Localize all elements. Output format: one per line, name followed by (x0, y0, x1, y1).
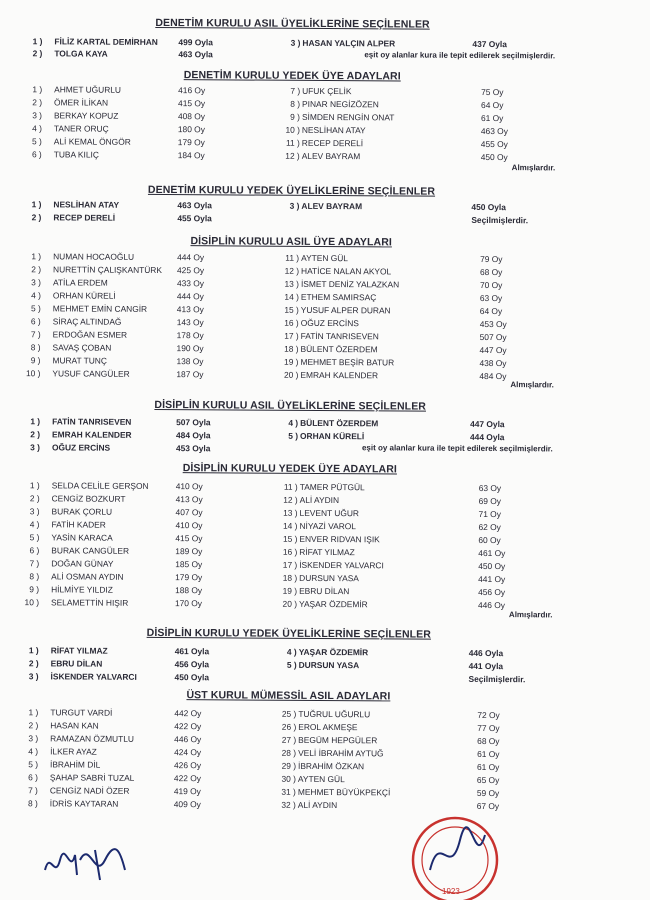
vote-count: 409 Oy (174, 799, 201, 809)
section-note: Almışlardır. (510, 380, 554, 389)
vote-count: 450 Oyla (175, 672, 210, 682)
vote-count: 416 Oy (178, 85, 205, 95)
candidate-name: MURAT TUNÇ (52, 355, 106, 365)
entry-number: 13 ) (270, 508, 298, 518)
list-row (0, 798, 648, 815)
candidate-name: BURAK CANGÜLER (51, 545, 129, 555)
candidate-name: HATİCE NALAN AKYOL (301, 266, 391, 277)
vote-count: 75 Oy (481, 87, 503, 97)
candidate-name: NURETTİN ÇALIŞKANTÜRK (53, 264, 162, 275)
candidate-name: TURGUT VARDİ (50, 707, 112, 717)
candidate-name: RİFAT YILMAZ (299, 547, 354, 557)
vote-count: 442 Oy (174, 708, 201, 718)
candidate-name: YAŞAR ÖZDEMİR (299, 647, 369, 657)
vote-count: 447 Oyla (470, 419, 505, 429)
candidate-name: İSKENDER YALVARCI (51, 671, 137, 682)
entry-number: 5 ) (13, 303, 41, 313)
candidate-name: LEVENT UĞUR (300, 508, 359, 518)
candidate-name: ORHAN KÜRELİ (300, 431, 364, 441)
vote-count: 419 Oy (174, 786, 201, 796)
candidate-name: UFUK ÇELİK (302, 86, 351, 96)
vote-count: 64 Oy (480, 306, 502, 316)
entry-number: 9 ) (272, 112, 300, 122)
vote-count: 415 Oy (178, 98, 205, 108)
vote-count: 61 Oy (477, 762, 499, 772)
candidate-name: FATİH KADER (51, 519, 105, 529)
list-row (1, 212, 650, 229)
entry-number: 4 ) (14, 123, 42, 133)
vote-count: 77 Oy (477, 723, 499, 733)
candidate-name: İDRİS KAYTARAN (50, 798, 119, 808)
entry-number: 8 ) (11, 571, 39, 581)
vote-count: 60 Oy (478, 535, 500, 545)
candidate-name: ATİLA ERDEM (53, 277, 108, 287)
candidate-name: BÜLENT ÖZERDEM (301, 344, 378, 354)
vote-count: 65 Oy (477, 775, 499, 785)
official-stamp (400, 810, 510, 900)
candidate-name: EMRAH KALENDER (300, 370, 378, 380)
vote-count: 68 Oy (480, 267, 502, 277)
vote-count: 425 Oy (177, 265, 204, 275)
candidate-name: BEGÜM HEPGÜLER (298, 735, 377, 745)
candidate-name: RECEP DERELİ (302, 138, 363, 148)
candidate-name: HASAN YALÇIN ALPER (302, 38, 395, 49)
candidate-name: ALİ OSMAN AYDIN (51, 571, 124, 581)
entry-number: 2 ) (10, 720, 38, 730)
candidate-name: TUĞRUL UĞURLU (298, 709, 370, 719)
entry-number: 17 ) (269, 560, 297, 570)
candidate-name: YASİN KARACA (51, 532, 112, 542)
candidate-name: HASAN KAN (50, 720, 98, 730)
candidate-name: NİYAZİ VAROL (299, 521, 356, 531)
vote-count: 413 Oy (176, 494, 203, 504)
candidate-name: ENVER RIDVAN IŞIK (299, 534, 379, 544)
entry-number: 9 ) (12, 355, 40, 365)
vote-count: 450 Oy (478, 561, 505, 571)
entry-number: 3 ) (12, 506, 40, 516)
entry-number: 29 ) (268, 761, 296, 771)
entry-number: 20 ) (269, 599, 297, 609)
entry-number: 5 ) (270, 431, 298, 441)
candidate-name: DURSUN YASA (299, 660, 360, 670)
vote-count: 70 Oy (480, 280, 502, 290)
entry-number: 14 ) (271, 292, 299, 302)
entry-number: 10 ) (12, 368, 40, 378)
candidate-name: EROL AKMEŞE (298, 722, 357, 732)
candidate-name: İBRAHİM DİL (50, 759, 100, 769)
candidate-name: TANER ORUÇ (54, 123, 109, 133)
entry-number: 7 ) (10, 785, 38, 795)
entry-number: 1 ) (11, 645, 39, 655)
entry-number: 5 ) (11, 532, 39, 542)
vote-count: 463 Oy (481, 126, 508, 136)
entry-number: 31 ) (268, 787, 296, 797)
vote-count: 450 Oy (481, 152, 508, 162)
candidate-name: YUSUF CANGÜLER (52, 368, 129, 378)
section-note: Almışlardır. (512, 163, 556, 172)
entry-number: 11 ) (272, 138, 300, 148)
candidate-name: EMRAH KALENDER (52, 429, 132, 439)
vote-count: 446 Oy (174, 734, 201, 744)
entry-number: 27 ) (268, 735, 296, 745)
candidate-name: YAŞAR ÖZDEMİR (299, 599, 368, 609)
entry-number: 1 ) (13, 199, 41, 209)
entry-number: 1 ) (10, 707, 38, 717)
entry-number: 3 ) (11, 671, 39, 681)
entry-number: 4 ) (269, 647, 297, 657)
vote-count: 410 Oy (176, 481, 203, 491)
candidate-name: RAMAZAN ÖZMUTLU (50, 733, 134, 744)
vote-count: 178 Oy (177, 330, 204, 340)
entry-number: 5 ) (269, 660, 297, 670)
entry-number: 1 ) (12, 480, 40, 490)
entry-number: 6 ) (14, 149, 42, 159)
entry-number: 3 ) (272, 38, 300, 48)
entry-number: 11 ) (270, 482, 298, 492)
list-row (0, 671, 649, 688)
vote-count: 422 Oy (174, 721, 201, 731)
vote-count: 453 Oyla (176, 443, 211, 453)
section-title: DENETİM KURULU ASIL ÜYELİKLERİNE SEÇİLENLER (3, 16, 583, 32)
vote-count: 463 Oyla (178, 49, 213, 59)
entry-number: 3 ) (13, 277, 41, 287)
vote-count: 407 Oy (176, 507, 203, 517)
candidate-name: FİLİZ KARTAL DEMİRHAN (54, 36, 157, 47)
candidate-name: TAMER PÜTGÜL (300, 482, 365, 492)
signature (35, 830, 155, 890)
candidate-name: VELİ İBRAHİM AYTUĞ (298, 748, 384, 759)
candidate-name: NESLİHAN ATAY (302, 125, 366, 135)
vote-count: 63 Oy (480, 293, 502, 303)
vote-count: 433 Oy (177, 278, 204, 288)
entry-number: 1 ) (12, 416, 40, 426)
candidate-name: HİLMİYE YILDIZ (51, 584, 113, 594)
candidate-name: YUSUF ALPER DURAN (301, 305, 391, 316)
entry-number: 11 ) (271, 253, 299, 263)
candidate-name: SELAMETTİN HIŞIR (51, 597, 128, 607)
candidate-name: ETHEM SAMIRSAÇ (301, 292, 376, 302)
entry-number: 3 ) (271, 201, 299, 211)
section-title: DENETİM KURULU YEDEK ÜYE ADAYLARI (2, 68, 582, 84)
vote-count: 456 Oy (478, 587, 505, 597)
vote-count: 484 Oyla (176, 430, 211, 440)
entry-number: 20 ) (270, 370, 298, 380)
candidate-name: İBRAHİM ÖZKAN (298, 761, 364, 771)
vote-count: 59 Oy (477, 788, 499, 798)
entry-number: 13 ) (271, 279, 299, 289)
vote-count: 426 Oy (174, 760, 201, 770)
vote-count: 69 Oy (479, 496, 501, 506)
vote-count: 484 Oy (479, 371, 506, 381)
candidate-name: OĞUZ ERCİNS (52, 442, 110, 452)
entry-number: 19 ) (270, 357, 298, 367)
entry-number: 2 ) (12, 493, 40, 503)
entry-number: 12 ) (272, 151, 300, 161)
vote-count: 62 Oy (478, 522, 500, 532)
vote-count: 444 Oyla (470, 432, 505, 442)
vote-count: 143 Oy (177, 317, 204, 327)
entry-number: 16 ) (269, 547, 297, 557)
vote-count: 453 Oy (480, 319, 507, 329)
stamp-year: 1923 (442, 887, 460, 896)
entry-number: 1 ) (14, 84, 42, 94)
entry-number: 19 ) (269, 586, 297, 596)
candidate-name: SELDA CELİLE GERŞON (52, 480, 149, 491)
vote-count: 461 Oyla (175, 646, 210, 656)
entry-number: 18 ) (271, 344, 299, 354)
entry-number: 6 ) (11, 545, 39, 555)
vote-count: 455 Oyla (177, 213, 212, 223)
candidate-name: BURAK ÇORLU (52, 506, 113, 516)
vote-count: 179 Oy (178, 137, 205, 147)
candidate-name: FATİN TANRISEVEN (301, 331, 379, 341)
candidate-name: SAVAŞ ÇOBAN (53, 342, 112, 352)
vote-count: 463 Oyla (177, 200, 212, 210)
entry-number: 15 ) (269, 534, 297, 544)
candidate-name: FATİN TANRISEVEN (52, 416, 131, 426)
vote-count: 461 Oy (478, 548, 505, 558)
section-note: Almışlardır. (509, 610, 553, 619)
candidate-name: ERDOĞAN ESMER (53, 329, 128, 339)
candidate-name: CENGİZ BOZKURT (52, 493, 126, 503)
entry-number: 3 ) (14, 110, 42, 120)
section-note: eşit oy alanlar kura ile tepit edilerek seçilmişlerdir. (362, 443, 553, 453)
entry-number: 15 ) (271, 305, 299, 315)
vote-count: 450 Oyla (471, 202, 506, 212)
candidate-name: MEHMET BÜYÜKPEKÇİ (298, 787, 391, 798)
candidate-name: OĞUZ ERCİNS (301, 318, 359, 328)
candidate-name: RECEP DERELİ (53, 212, 115, 222)
section-title: DİSİPLİN KURULU ASIL ÜYE ADAYLARI (1, 234, 581, 250)
entry-number: 6 ) (10, 772, 38, 782)
vote-count: 455 Oy (481, 139, 508, 149)
entry-number: 1 ) (13, 251, 41, 261)
entry-number: 32 ) (268, 800, 296, 810)
vote-count: 71 Oy (479, 509, 501, 519)
entry-number: 17 ) (271, 331, 299, 341)
entry-number: 16 ) (271, 318, 299, 328)
vote-count: 64 Oy (481, 100, 503, 110)
candidate-name: NESLİHAN ATAY (53, 199, 119, 209)
entry-number: 2 ) (14, 97, 42, 107)
candidate-name: İSMET DENİZ YALAZKAN (301, 279, 399, 290)
candidate-name: ŞAHAP SABRİ TUZAL (50, 772, 134, 783)
entry-number: 4 ) (10, 746, 38, 756)
vote-count: 61 Oy (477, 749, 499, 759)
entry-number: 3 ) (10, 733, 38, 743)
vote-count: 63 Oy (479, 483, 501, 493)
vote-count: 507 Oyla (176, 417, 211, 427)
candidate-name: DURSUN YASA (299, 573, 359, 583)
entry-number: 30 ) (268, 774, 296, 784)
candidate-name: BERKAY KOPUZ (54, 110, 118, 120)
entry-number: 7 ) (272, 86, 300, 96)
entry-number: 14 ) (269, 521, 297, 531)
entry-number: 7 ) (11, 558, 39, 568)
vote-count: 413 Oy (177, 304, 204, 314)
section-title: DİSİPLİN KURULU ASIL ÜYELİKLERİNE SEÇİLENLER (0, 398, 580, 414)
section-title: DİSİPLİN KURULU YEDEK ÜYE ADAYLARI (0, 461, 580, 477)
entry-number: 6 ) (13, 316, 41, 326)
vote-count: 61 Oy (481, 113, 503, 123)
entry-number: 8 ) (13, 342, 41, 352)
candidate-name: AYTEN GÜL (301, 253, 348, 263)
entry-number: 8 ) (10, 798, 38, 808)
vote-count: 67 Oy (477, 801, 499, 811)
entry-number: 2 ) (13, 264, 41, 274)
entry-number: 10 ) (11, 597, 39, 607)
vote-count: 444 Oy (177, 252, 204, 262)
vote-count: 79 Oy (480, 254, 502, 264)
vote-count: Seçilmişlerdir. (469, 674, 526, 684)
vote-count: 138 Oy (176, 356, 203, 366)
entry-number: 1 ) (14, 36, 42, 46)
candidate-name: AYTEN GÜL (298, 774, 345, 784)
entry-number: 3 ) (12, 442, 40, 452)
candidate-name: ALİ AYDIN (300, 495, 339, 505)
candidate-name: MEHMET BEŞİR BATUR (300, 357, 394, 368)
vote-count: 446 Oy (478, 600, 505, 610)
candidate-name: AHMET UĞURLU (54, 84, 121, 94)
entry-number: 10 ) (272, 125, 300, 135)
section-note: eşit oy alanlar kura ile tepit edilerek seçilmişlerdir. (364, 50, 555, 60)
vote-count: 179 Oy (175, 572, 202, 582)
candidate-name: EBRU DİLAN (299, 586, 349, 596)
candidate-name: TUBA KILIÇ (54, 149, 99, 159)
entry-number: 18 ) (269, 573, 297, 583)
entry-number: 2 ) (11, 658, 39, 668)
entry-number: 12 ) (271, 266, 299, 276)
candidate-name: PINAR NEGİZÖZEN (302, 99, 379, 109)
entry-number: 4 ) (11, 519, 39, 529)
vote-count: 415 Oy (175, 533, 202, 543)
vote-count: 456 Oyla (175, 659, 210, 669)
vote-count: 444 Oy (177, 291, 204, 301)
vote-count: 188 Oy (175, 585, 202, 595)
candidate-name: İLKER AYAZ (50, 746, 97, 756)
candidate-name: ALEV BAYRAM (301, 201, 362, 211)
candidate-name: ORHAN KÜRELİ (53, 290, 116, 300)
section-title: DENETİM KURULU YEDEK ÜYELİKLERİNE SEÇİLENLER (1, 183, 581, 199)
candidate-name: ÖMER İLİKAN (54, 97, 108, 107)
entry-number: 7 ) (13, 329, 41, 339)
vote-count: 190 Oy (177, 343, 204, 353)
vote-count: 499 Oyla (178, 37, 213, 47)
candidate-name: CENGİZ NADİ ÖZER (50, 785, 130, 795)
vote-count: 437 Oyla (472, 39, 507, 49)
candidate-name: İSKENDER YALVARCI (299, 560, 384, 571)
candidate-name: MEHMET EMİN CANGİR (53, 303, 147, 314)
entry-number: 4 ) (270, 418, 298, 428)
candidate-name: EBRU DİLAN (51, 658, 103, 668)
candidate-name: RİFAT YILMAZ (51, 645, 108, 655)
entry-number: 4 ) (13, 290, 41, 300)
section-title: DİSİPLİN KURULU YEDEK ÜYELİKLERİNE SEÇİLENLER (0, 626, 579, 642)
vote-count: 441 Oy (478, 574, 505, 584)
vote-count: 410 Oy (175, 520, 202, 530)
vote-count: 187 Oy (176, 369, 203, 379)
entry-number: 26 ) (268, 722, 296, 732)
vote-count: 422 Oy (174, 773, 201, 783)
entry-number: 25 ) (268, 709, 296, 719)
vote-count: 68 Oy (477, 736, 499, 746)
section-title: ÜST KURUL MÜMESSİL ASIL ADAYLARI (0, 688, 578, 704)
vote-count: 441 Oyla (469, 661, 504, 671)
candidate-name: ALİ AYDIN (298, 800, 337, 810)
vote-count: 408 Oy (178, 111, 205, 121)
entry-number: 8 ) (272, 99, 300, 109)
vote-count: 170 Oy (175, 598, 202, 608)
vote-count: 438 Oy (479, 358, 506, 368)
candidate-name: SİMDEN RENGİN ONAT (302, 112, 395, 123)
entry-number: 2 ) (14, 48, 42, 58)
candidate-name: ALEV BAYRAM (302, 151, 361, 161)
vote-count: 185 Oy (175, 559, 202, 569)
candidate-name: NUMAN HOCAOĞLU (53, 251, 134, 261)
entry-number: 2 ) (13, 212, 41, 222)
candidate-name: ALİ KEMAL ÖNGÖR (54, 136, 131, 146)
vote-count: 507 Oy (480, 332, 507, 342)
vote-count: 446 Oyla (469, 648, 504, 658)
entry-number: 12 ) (270, 495, 298, 505)
vote-count: 72 Oy (477, 710, 499, 720)
entry-number: 9 ) (11, 584, 39, 594)
vote-count: Seçilmişlerdir. (471, 215, 528, 225)
entry-number: 5 ) (10, 759, 38, 769)
candidate-name: SİRAÇ ALTINDAĞ (53, 316, 122, 326)
candidate-name: BÜLENT ÖZERDEM (300, 418, 378, 428)
entry-number: 5 ) (14, 136, 42, 146)
vote-count: 189 Oy (175, 546, 202, 556)
entry-number: 28 ) (268, 748, 296, 758)
vote-count: 180 Oy (178, 124, 205, 134)
entry-number: 2 ) (12, 429, 40, 439)
vote-count: 424 Oy (174, 747, 201, 757)
vote-count: 184 Oy (178, 150, 205, 160)
vote-count: 447 Oy (480, 345, 507, 355)
candidate-name: DOĞAN GÜNAY (51, 558, 113, 568)
candidate-name: TOLGA KAYA (54, 48, 107, 58)
